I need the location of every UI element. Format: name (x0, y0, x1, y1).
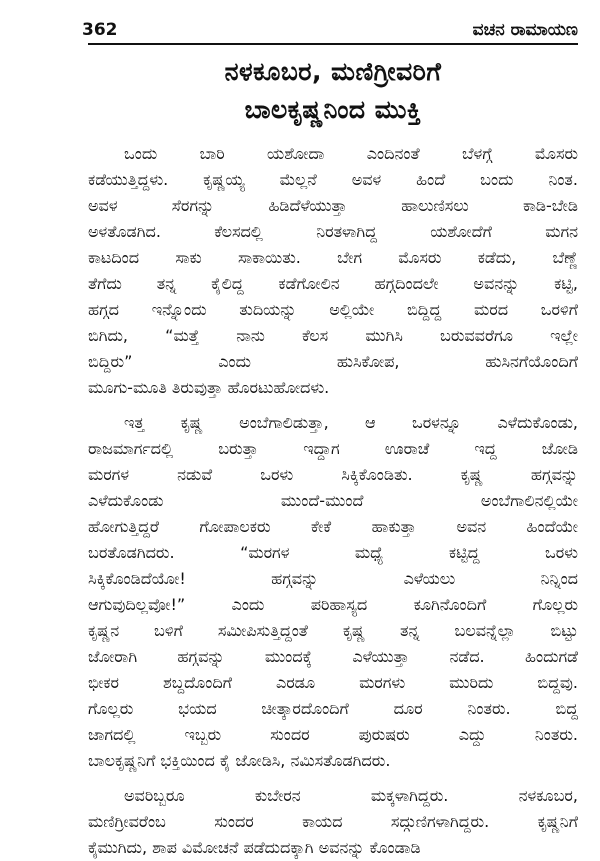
text-line: ಬಿಗಿದು, “ಮತ್ತೆ ನಾನು ಕೆಲಸ ಮುಗಿಸಿ ಬರುವವರೆಗೂ ಇಲ್ಲೇ (88, 326, 578, 345)
paragraph (88, 141, 578, 401)
text-line: ಕಡೆಯುತ್ತಿದ್ದಳು. ಕೃಷ್ಣಯ್ಯ ಮೆಲ್ಲನೆ ಅವಳ ಹಿಂದೆ ಬಂದು ನಿಂತ. (88, 170, 578, 189)
text-line: ಇತ್ತ ಕೃಷ್ಣ ಅಂಬೆಗಾಲಿಡುತ್ತಾ, ಆ ಒರಳನ್ನೂ ಎಳೆದುಕೊಂಡು, (124, 413, 578, 432)
text-line: ಹಗ್ಗದ ಇನ್ನೊಂದು ತುದಿಯನ್ನು ಅಲ್ಲಿಯೇ ಬಿದ್ದಿದ್ದ ಮರದ ಒರಳಿಗೆ (88, 300, 578, 319)
text-line: ಕಾಟದಿಂದ ಸಾಕು ಸಾಕಾಯಿತು. ಬೇಗ ಮೊಸರು ಕಡೆದು, ಬೆಣ್ಣೆ (88, 248, 578, 267)
text-line: ಅವಳ ಸೆರಗನ್ನು ಹಿಡಿದೆಳೆಯುತ್ತಾ ಹಾಲುಣಿಸಲು ಕಾಡಿ-ಬೇಡಿ (88, 196, 578, 215)
book-title: ವಚನ ರಾಮಾಯಣ (472, 20, 578, 40)
text-line: ಜಾಗದಲ್ಲಿ ಇಬ್ಬರು ಸುಂದರ ಪುರುಷರು ಎದ್ದು ನಿಂತರು. (88, 725, 578, 744)
text-line: ಕೈಮುಗಿದು, ಶಾಪ ವಿಮೋಚನೆ ಪಡೆದುದಕ್ಕಾಗಿ ಅವನನ್ನು ಕೊಂಡಾಡಿ (88, 838, 421, 857)
chapter-title (88, 53, 578, 129)
text-line: ಜೋರಾಗಿ ಹಗ್ಗವನ್ನು ಮುಂದಕ್ಕೆ ಎಳೆಯುತ್ತಾ ನಡೆದ. ಹಿಂದುಗಡೆ (88, 647, 578, 666)
text-line: ಬರತೊಡಗಿದರು. “ಮರಗಳ ಮಧ್ಯೆ ಕಟ್ಟಿದ್ದ ಒರಳು (88, 543, 578, 562)
text-line: ಸಿಕ್ಕಿಕೊಂಡಿದೆಯೋ! ಹಗ್ಗವನ್ನು ಎಳೆಯಲು ನಿನ್ನಿಂದ (88, 569, 578, 588)
text-line: ಬಿದ್ದಿರು” ಎಂದು ಹುಸಿಕೋಪ, ಹುಸಿನಗೆಯೊಂದಿಗೆ (88, 352, 578, 371)
page-number: 362 (82, 20, 118, 40)
text-line: ಮಣಿಗ್ರೀವರೆಂಬ ಸುಂದರ ಕಾಯದ ಸದ್ಗುಣಿಗಳಾಗಿದ್ದರು. ಕೃಷ್ಣನಿಗೆ (88, 812, 578, 831)
chapter-title-line-2: ಬಾಲಕೃಷ್ಣನಿಂದ ಮುಕ್ತಿ (244, 95, 422, 124)
chapter-title-line-1: ನಳಕೂಬರ, ಮಣಿಗ್ರೀವರಿಗೆ (224, 57, 442, 86)
text-line: ಗೊಲ್ಲರು ಭಯದ ಚೀತ್ಕಾರದೊಂದಿಗೆ ದೂರ ನಿಂತರು. ಬಿದ್ದ (88, 699, 578, 718)
text-line: ಮರಗಳ ನಡುವೆ ಒರಳು ಸಿಕ್ಕಿಕೊಂಡಿತು. ಕೃಷ್ಣ ಹಗ್ಗವನ್ನು (88, 465, 578, 484)
text-line: ಕೃಷ್ಣನ ಬಳಿಗೆ ಸಮೀಪಿಸುತ್ತಿದ್ದಂತೆ ಕೃಷ್ಣ ತನ್ನ ಬಲವನ್ನೆಲ್ಲಾ ಬಿಟ್ಟು (88, 621, 578, 640)
text-line: ರಾಜಮಾರ್ಗದಲ್ಲಿ ಬರುತ್ತಾ ಇದ್ದಾಗ ಊರಾಚೆ ಇದ್ದ ಜೋಡಿ (88, 439, 578, 458)
text-line: ಭೀಕರ ಶಬ್ದದೊಂದಿಗೆ ಎರಡೂ ಮರಗಳು ಮುರಿದು ಬಿದ್ದವು. (88, 673, 578, 692)
paragraph (88, 410, 578, 774)
text-line: ಬಾಲಕೃಷ್ಣನಿಗೆ ಭಕ್ತಿಯಿಂದ ಕೈ ಜೋಡಿಸಿ, ನಮಿಸತೊಡಗಿದರು. (88, 751, 391, 770)
text-line: ಮೂಗು-ಮೂತಿ ತಿರುವುತ್ತಾ ಹೊರಟುಹೋದಳು. (88, 378, 330, 397)
text-line: ತೆಗೆದು ತನ್ನ ಕೈಲಿದ್ದ ಕಡೆಗೋಲಿನ ಹಗ್ಗದಿಂದಲೇ ಅವನನ್ನು ಕಟ್ಟಿ, (88, 274, 578, 293)
running-header (82, 14, 578, 40)
paragraph (88, 783, 578, 861)
header-divider (88, 43, 578, 45)
text-line: ಆಗುವುದಿಲ್ಲವೋ!” ಎಂದು ಪರಿಹಾಸ್ಯದ ಕೂಗಿನೊಂದಿಗೆ ಗೊಲ್ಲರು (88, 595, 578, 614)
text-line: ಅಳತೊಡಗಿದ. ಕೆಲಸದಲ್ಲಿ ನಿರತಳಾಗಿದ್ದ ಯಶೋದೆಗೆ ಮಗನ (88, 222, 578, 241)
text-line: ಒಂದು ಬಾರಿ ಯಶೋದಾ ಎಂದಿನಂತೆ ಬೆಳಗ್ಗೆ ಮೊಸರು (124, 144, 578, 163)
body-text (88, 141, 578, 861)
text-line: ಹೋಗುತ್ತಿದ್ದರೆ ಗೋಪಾಲಕರು ಕೇಕೆ ಹಾಕುತ್ತಾ ಅವನ ಹಿಂದೆಯೇ (88, 517, 578, 536)
text-line: ಅವರಿಬ್ಬರೂ ಕುಬೇರನ ಮಕ್ಕಳಾಗಿದ್ದರು. ನಳಕೂಬರ, (124, 786, 578, 805)
text-line: ಎಳೆದುಕೊಂಡು ಮುಂದೆ-ಮುಂದೆ ಅಂಬೆಗಾಲಿನಲ್ಲಿಯೇ (88, 491, 578, 510)
